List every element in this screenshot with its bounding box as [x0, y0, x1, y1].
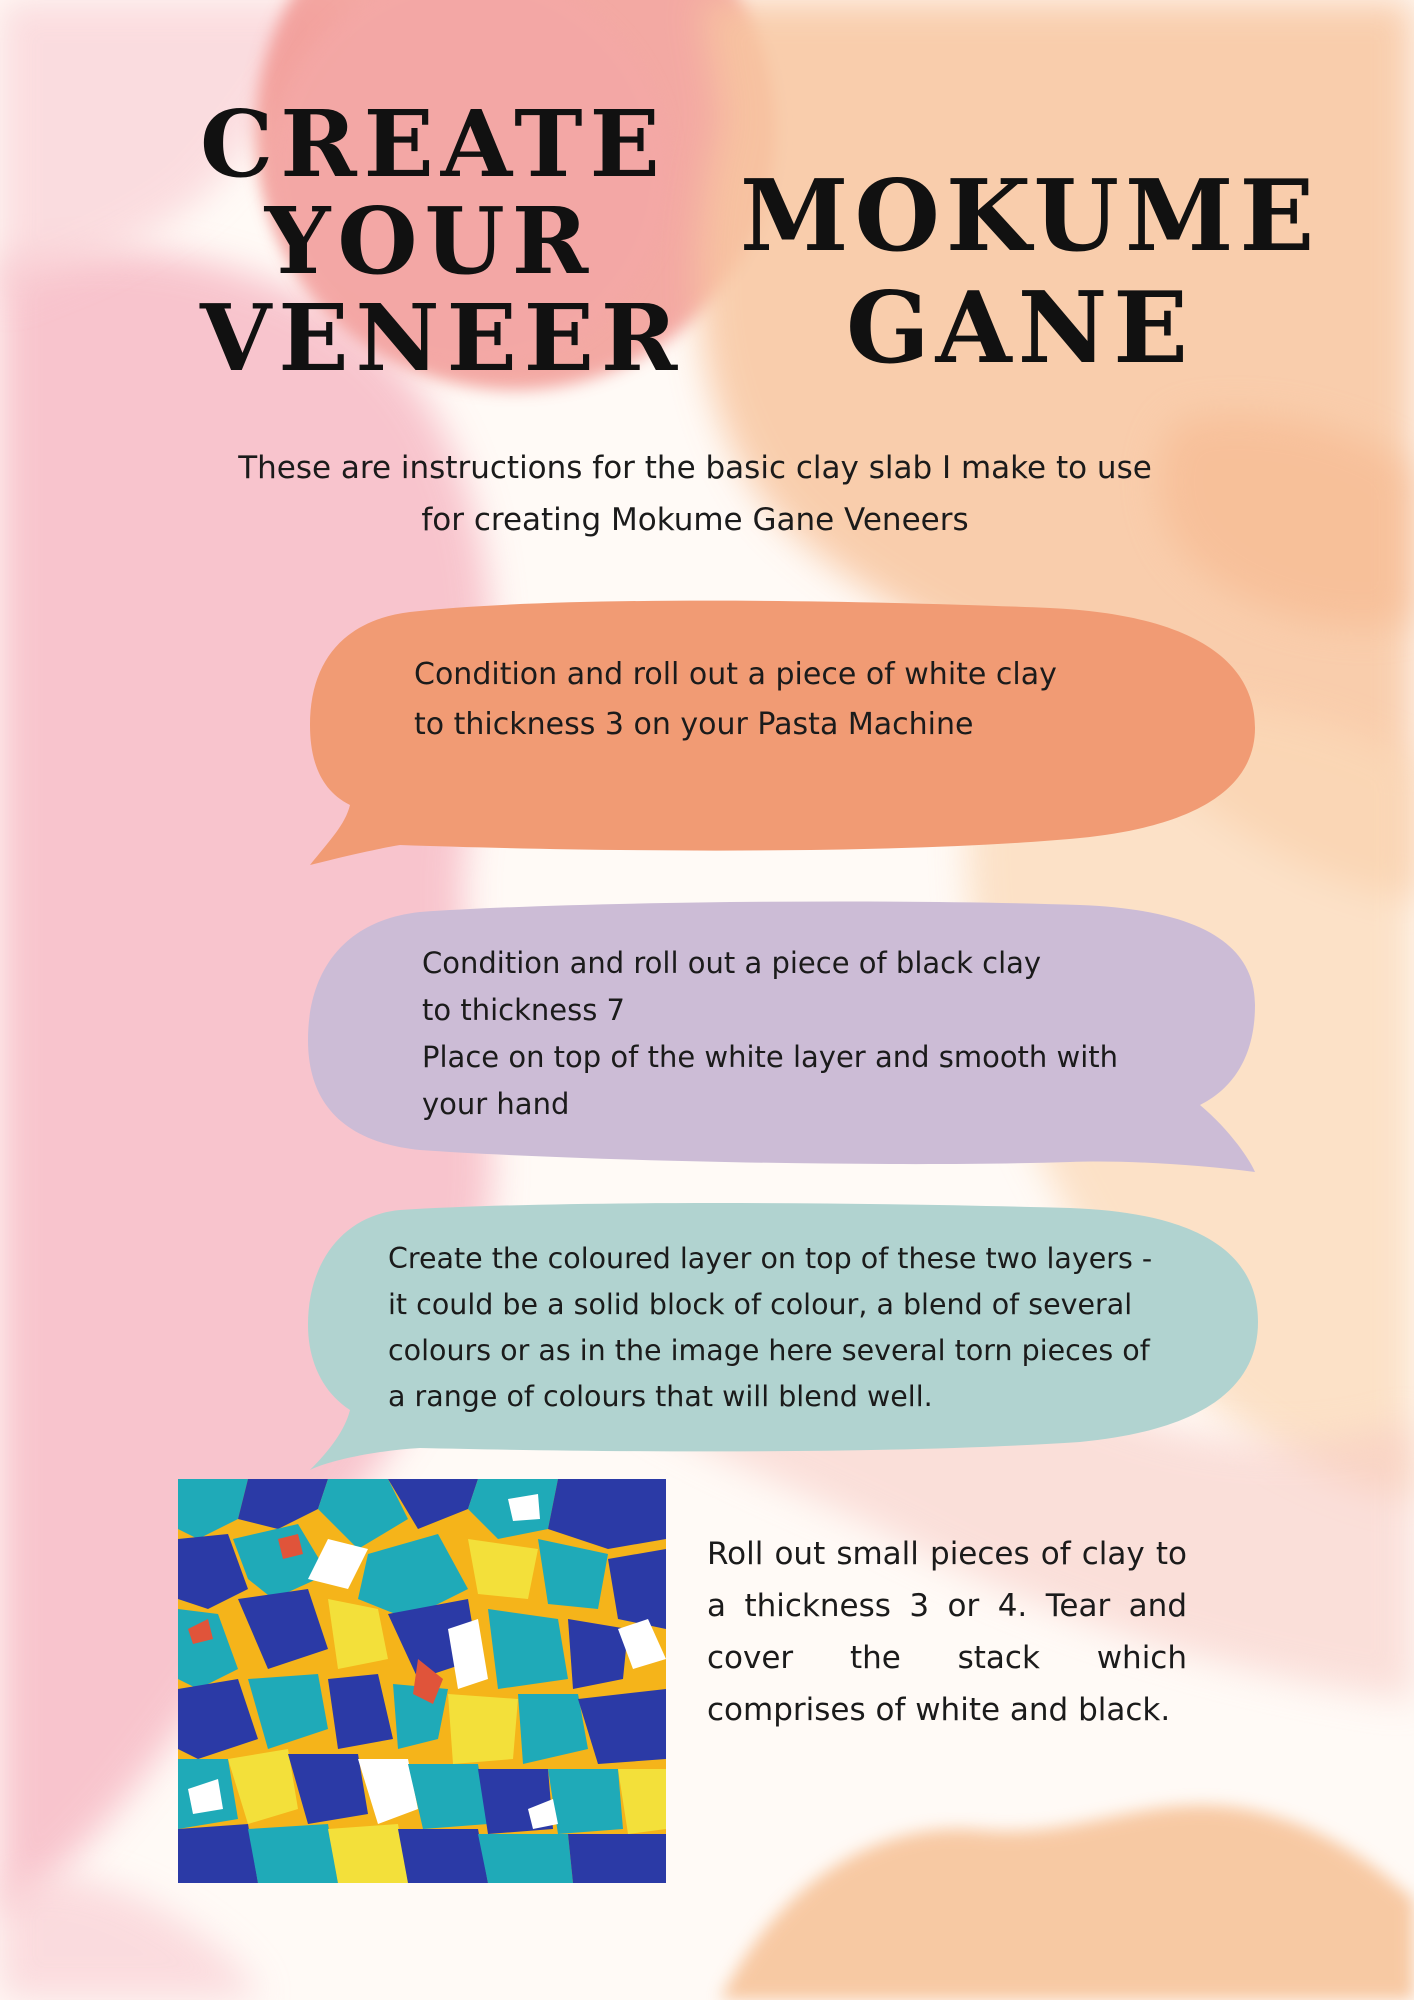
title-line: MOKUME — [740, 159, 1321, 274]
step-line: Condition and roll out a piece of white clay — [414, 657, 1057, 692]
step-4-text — [707, 1528, 1187, 1736]
step-3-text — [388, 1236, 1208, 1420]
step-line: Condition and roll out a piece of black clay — [422, 946, 1042, 980]
title-line: CREATE — [200, 90, 667, 198]
step-line: it could be a solid block of colour, a blend of several — [388, 1288, 1133, 1321]
title-line: YOUR — [264, 187, 596, 295]
title-mokume-gane — [740, 159, 1321, 392]
intro-line: These are instructions for the basic clay slab I make to use — [238, 450, 1152, 486]
step-line: colours or as in the image here several torn pieces of — [388, 1334, 1150, 1367]
step-line: Place on top of the white layer and smooth with — [422, 1040, 1119, 1074]
step-1-text — [414, 650, 1174, 750]
title-create-your-veneer — [200, 90, 685, 392]
step-line: a range of colours that will blend well. — [388, 1380, 933, 1413]
torn-clay-pieces-photo — [178, 1479, 666, 1883]
intro-line: for creating Mokume Gane Veneers — [421, 502, 969, 538]
step-paragraph: Roll out small pieces of clay to a thickness 3 or 4. Tear and cover the stack which comprises of white and black. — [707, 1536, 1187, 1728]
step-2-text — [422, 940, 1182, 1128]
step-line: your hand — [422, 1087, 570, 1121]
intro-text — [180, 442, 1210, 546]
step-line: to thickness 3 on your Pasta Machine — [414, 707, 974, 742]
title-line: GANE — [845, 271, 1194, 386]
step-line: Create the coloured layer on top of these two layers - — [388, 1242, 1153, 1275]
title-line: VENEER — [200, 284, 685, 392]
step-line: to thickness 7 — [422, 993, 625, 1027]
